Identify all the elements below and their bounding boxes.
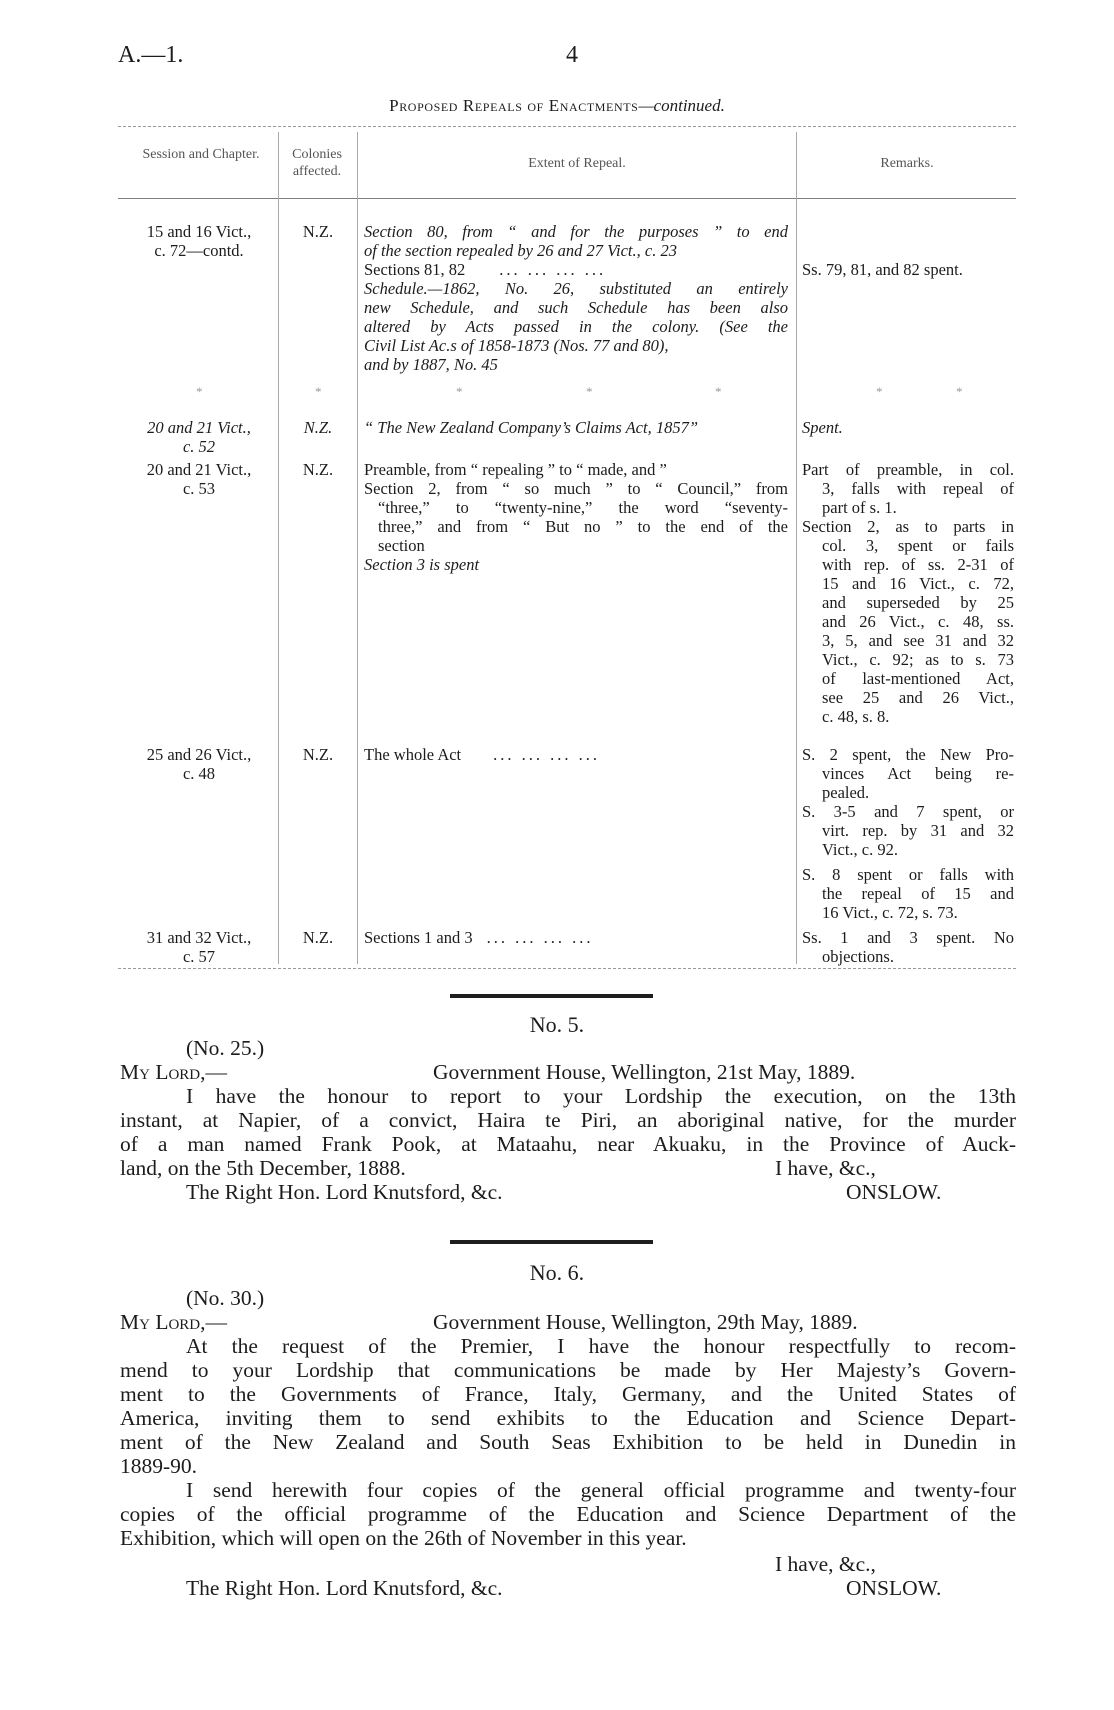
section-separator	[450, 994, 653, 998]
remarks-line: Part of preamble, in col.	[802, 460, 1014, 479]
section-separator	[450, 1240, 653, 1244]
remarks-line: the repeal of 15 and	[822, 884, 1014, 903]
omission-mark: *	[456, 384, 463, 399]
body-line: 1889-90.	[120, 1454, 198, 1478]
omission-mark: *	[715, 384, 722, 399]
salutation: My Lord,—	[120, 1310, 228, 1334]
closing: I have, &c.,	[775, 1156, 876, 1180]
remarks-line: Spent.	[802, 418, 843, 437]
letter-reference: (No. 30.)	[186, 1286, 265, 1310]
session-cell: c. 52	[182, 437, 216, 456]
extent-line: and by 1887, No. 45	[364, 355, 498, 374]
remarks-line: 3, 5, and see 31 and 32	[822, 631, 1014, 650]
body-line: America, inviting them to send exhibits to the Education and Science Depart-	[120, 1406, 1016, 1430]
omission-mark: *	[196, 384, 203, 399]
omission-mark: *	[876, 384, 883, 399]
body-line: ment to the Governments of France, Italy, Germany, and the United States of	[120, 1382, 1016, 1406]
remarks-line: col. 3, spent or fails	[822, 536, 1014, 555]
remarks-line: with rep. of ss. 2-31 of	[822, 555, 1014, 574]
colony-cell: N.Z.	[302, 222, 334, 241]
body-line: I send herewith four copies of the general official programme and twenty-four	[186, 1478, 1016, 1502]
column-header-remarks: Remarks.	[880, 156, 934, 171]
omission-mark: *	[586, 384, 593, 399]
extent-line: Sections 81, 82 ... ... ... ...	[364, 260, 607, 279]
remarks-line: S. 3-5 and 7 spent, or	[802, 802, 1014, 821]
signature: ONSLOW.	[846, 1576, 942, 1600]
letter-heading: No. 5.	[529, 1012, 585, 1037]
document-series-code: A.—1.	[118, 42, 184, 68]
session-cell: 20 and 21 Vict.,	[147, 418, 251, 437]
extent-line: Section 80, from “ and for the purposes ” to end	[364, 222, 788, 241]
remarks-line: Section 2, as to parts in	[802, 517, 1014, 536]
extent-line: three,” and from “ But no ” to the end of the	[378, 517, 788, 536]
column-header-colonies: Colonies affected.	[292, 147, 342, 179]
remarks-line: 16 Vict., c. 72, s. 73.	[822, 903, 958, 922]
remarks-line: Ss. 79, 81, and 82 spent.	[802, 260, 963, 279]
session-cell: 15 and 16 Vict.,	[146, 222, 252, 241]
colony-cell: N.Z.	[303, 418, 333, 437]
remarks-line: see 25 and 26 Vict.,	[822, 688, 1014, 707]
body-line: Exhibition, which will open on the 26th of November in this year.	[120, 1526, 687, 1550]
letter-body	[120, 1084, 1016, 1180]
body-line: instant, at Napier, of a convict, Haira te Piri, an aboriginal native, for the murder	[120, 1108, 1016, 1132]
addressee: The Right Hon. Lord Knutsford, &c.	[186, 1180, 503, 1204]
body-line: At the request of the Premier, I have the honour respectfully to recom-	[186, 1334, 1016, 1358]
session-cell: 25 and 26 Vict.,	[146, 745, 252, 764]
session-cell: c. 57	[182, 947, 216, 966]
remarks-line: 3, falls with repeal of	[822, 479, 1014, 498]
omission-mark: *	[956, 384, 963, 399]
remarks-line: Vict., c. 92.	[822, 840, 898, 859]
remarks-line: pealed.	[822, 783, 870, 802]
table-title	[0, 96, 1114, 116]
remarks-line: S. 8 spent or falls with	[802, 865, 1014, 884]
extent-line: Schedule.—1862, No. 26, substituted an entirely	[364, 279, 788, 298]
remarks-line: Ss. 1 and 3 spent. No	[802, 928, 1014, 947]
table-header-rule	[118, 198, 1016, 199]
page-number: 4	[566, 42, 578, 68]
remarks-line: of last-mentioned Act,	[822, 669, 1014, 688]
session-cell: 31 and 32 Vict.,	[146, 928, 252, 947]
leader-dots: ... ... ... ...	[499, 260, 607, 279]
colony-cell: N.Z.	[302, 928, 334, 947]
body-line: I have the honour to report to your Lordship the execution, on the 13th	[186, 1084, 1016, 1108]
remarks-line: objections.	[822, 947, 894, 966]
table-bottom-rule	[118, 968, 1016, 969]
remarks-line: part of s. 1.	[822, 498, 897, 517]
remarks-line: vinces Act being re-	[822, 764, 1014, 783]
session-cell: c. 53	[182, 479, 216, 498]
column-divider	[357, 132, 358, 964]
place-date: Government House, Wellington, 21st May, 1889.	[433, 1060, 856, 1084]
colony-cell: N.Z.	[302, 460, 334, 479]
remarks-line: virt. rep. by 31 and 32	[822, 821, 1014, 840]
remarks-line: and superseded by 25	[822, 593, 1014, 612]
extent-line: “three,” to “twenty-nine,” the word “seventy-	[378, 498, 788, 517]
extent-line: Section 2, from “ so much ” to “ Council,” from	[364, 479, 788, 498]
leader-dots: ... ... ... ...	[486, 928, 594, 947]
extent-line: of the section repealed by 26 and 27 Vict., c. 23	[364, 241, 677, 260]
body-line: copies of the official programme of the Education and Science Department of the	[120, 1502, 1016, 1526]
session-cell: c. 72—contd.	[154, 241, 244, 260]
extent-line: altered by Acts passed in the colony. (See the	[364, 317, 788, 336]
extent-line: section	[378, 536, 425, 555]
extent-line: Civil List Ac.s of 1858-1873 (Nos. 77 and 80),	[364, 336, 669, 355]
remarks-line: 15 and 16 Vict., c. 72,	[822, 574, 1014, 593]
column-header-extent: Extent of Repeal.	[528, 156, 626, 171]
column-divider	[796, 132, 797, 964]
extent-line: “ The New Zealand Company’s Claims Act, 1857”	[364, 418, 699, 437]
body-line: ment of the New Zealand and South Seas Exhibition to be held in Dunedin in	[120, 1430, 1016, 1454]
place-date: Government House, Wellington, 29th May, 1889.	[433, 1310, 858, 1334]
body-line: land, on the 5th December, 1888.	[120, 1156, 406, 1180]
extent-line: The whole Act ... ... ... ...	[364, 745, 601, 764]
salutation: My Lord,—	[120, 1060, 228, 1084]
leader-dots: ... ... ... ...	[493, 745, 601, 764]
body-line: mend to your Lordship that communications be made by Her Majesty’s Govern-	[120, 1358, 1016, 1382]
letter-reference: (No. 25.)	[186, 1036, 265, 1060]
session-cell: c. 48	[182, 764, 216, 783]
letter-heading: No. 6.	[529, 1260, 585, 1285]
extent-line: Preamble, from “ repealing ” to “ made, and ”	[364, 460, 667, 479]
colony-cell: N.Z.	[302, 745, 334, 764]
omission-mark: *	[315, 384, 322, 399]
body-line: of a man named Frank Pook, at Mataahu, near Akuaku, in the Province of Auck-	[120, 1132, 1016, 1156]
closing: I have, &c.,	[775, 1552, 876, 1576]
extent-line: new Schedule, and such Schedule has been also	[364, 298, 788, 317]
letter-body	[120, 1334, 1016, 1550]
table-title-text: Proposed Repeals of Enactments	[389, 96, 639, 115]
table-top-rule	[118, 126, 1016, 127]
remarks-line: c. 48, s. 8.	[822, 707, 890, 726]
remarks-line: S. 2 spent, the New Pro-	[802, 745, 1014, 764]
extent-line: Section 3 is spent	[364, 555, 480, 574]
signature: ONSLOW.	[846, 1180, 942, 1204]
extent-line: Sections 1 and 3 ... ... ... ...	[364, 928, 594, 947]
table-title-continued: —continued.	[638, 96, 725, 115]
session-cell: 20 and 21 Vict.,	[146, 460, 252, 479]
remarks-line: Vict., c. 92; as to s. 73	[822, 650, 1014, 669]
addressee: The Right Hon. Lord Knutsford, &c.	[186, 1576, 503, 1600]
column-header-session: Session and Chapter.	[142, 147, 260, 162]
remarks-line: and 26 Vict., c. 48, ss.	[822, 612, 1014, 631]
